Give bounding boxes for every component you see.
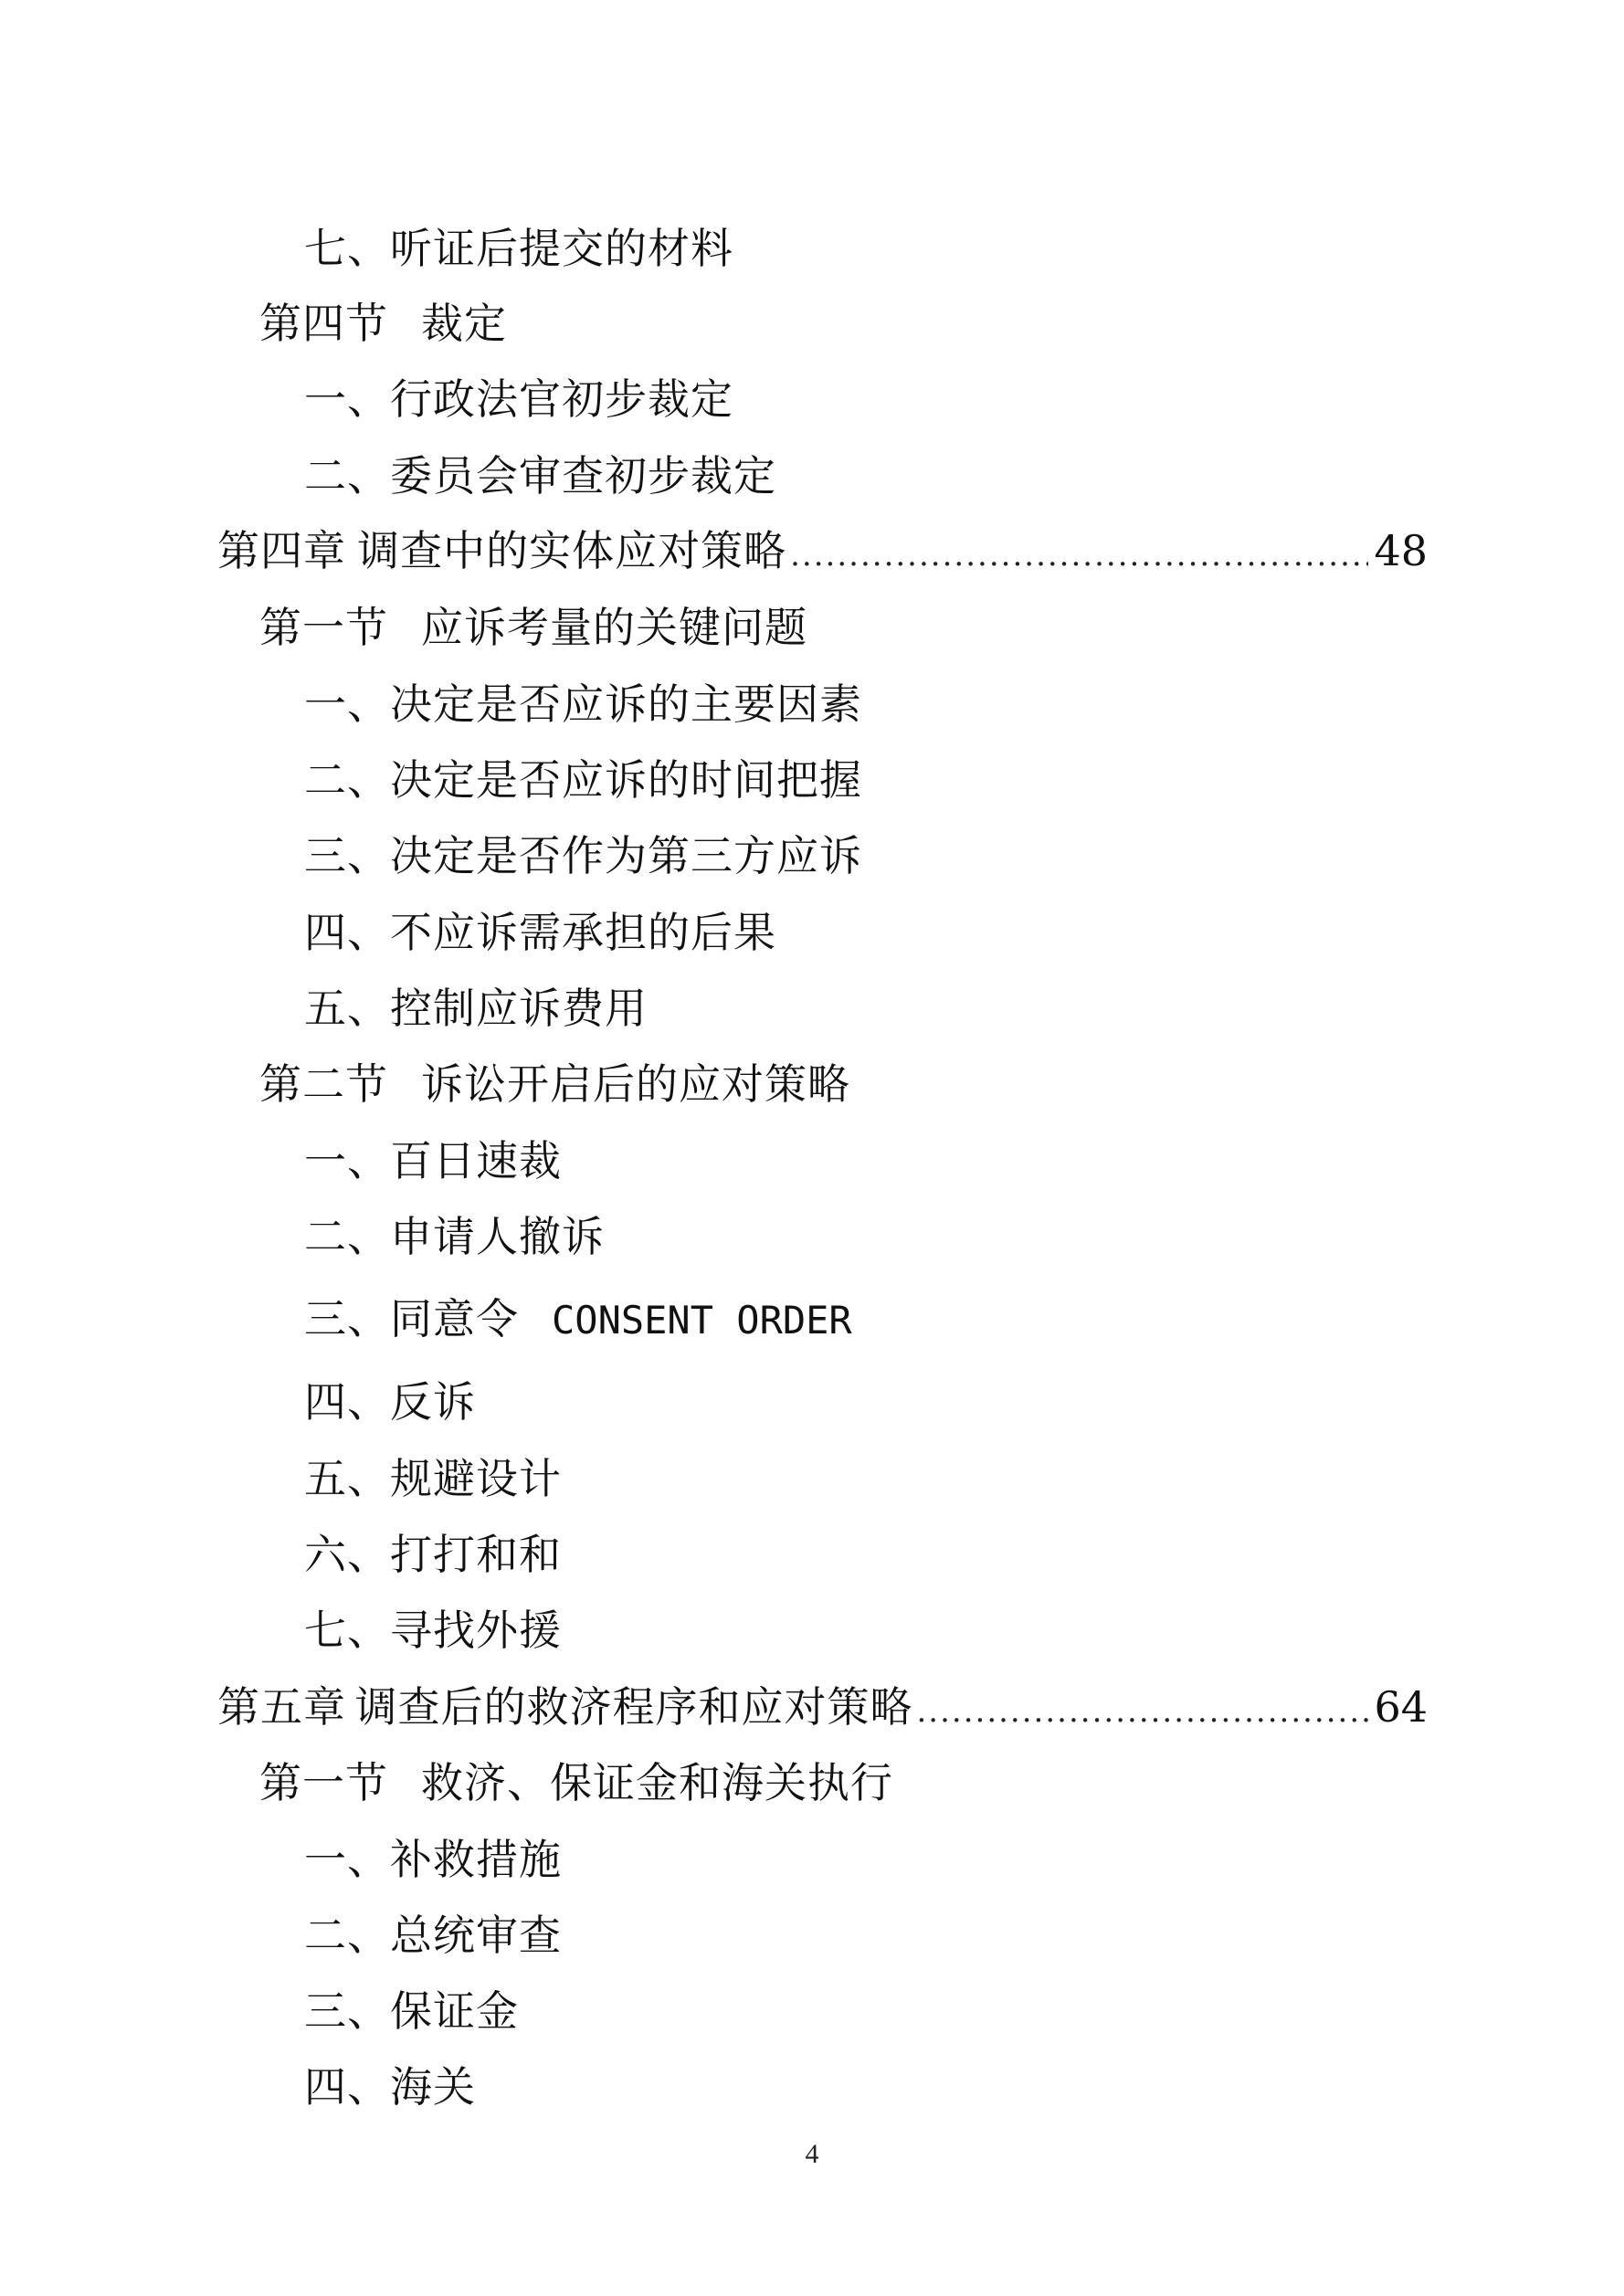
toc-item[interactable] [304,1291,852,1346]
item-latin-text: CONSENT ORDER [552,1298,852,1343]
toc-item[interactable]: 四、不应诉需承担的后果 [304,908,776,957]
toc-chapter[interactable] [217,1680,1428,1734]
toc-item[interactable]: 一、行政法官初步裁定 [304,374,733,424]
chapter-number: 第五章 [217,1682,346,1732]
chapter-page-number: 48 [1374,526,1428,575]
toc-item[interactable]: 一、百日速裁 [304,1136,562,1185]
toc-item[interactable]: 七、听证后提交的材料 [304,224,733,273]
toc-item[interactable]: 一、决定是否应诉的主要因素 [304,679,862,729]
toc-item[interactable]: 七、寻找外援 [304,1606,562,1655]
toc-section[interactable] [259,600,807,655]
item-prefix: 三、同意令 [304,1294,519,1343]
chapter-title: 调查后的救济程序和应对策略 [354,1682,913,1732]
toc-item[interactable]: 三、决定是否作为第三方应诉 [304,831,862,880]
section-title: 救济、保证金和海关执行 [421,1758,893,1807]
toc-item[interactable]: 五、控制应诉费用 [304,984,648,1033]
dot-leader [916,1684,1368,1739]
toc-item[interactable]: 三、保证金 [304,1986,519,2036]
section-title: 应诉考量的关键问题 [421,603,807,652]
toc-section[interactable] [259,1755,893,1810]
toc-item[interactable]: 二、决定是否应诉的时间把握 [304,755,862,805]
chapter-number: 第四章 [217,526,346,575]
toc-item[interactable]: 六、打打和和 [304,1530,562,1579]
section-title: 裁定 [421,299,507,348]
toc-item[interactable]: 五、规避设计 [304,1454,562,1503]
toc-chapter[interactable] [217,523,1428,578]
section-number: 第二节 [259,1059,388,1109]
toc-item[interactable]: 二、委员会审查初步裁定 [304,451,776,500]
toc-item[interactable]: 二、总统审查 [304,1911,562,1960]
section-number: 第四节 [259,299,388,348]
section-number: 第一节 [259,1758,388,1807]
chapter-page-number: 64 [1374,1682,1428,1732]
toc-item[interactable]: 一、补救措施 [304,1835,562,1884]
page-number: 4 [805,2139,819,2169]
toc-item[interactable]: 二、申请人撤诉 [304,1212,605,1261]
section-number: 第一节 [259,603,388,652]
chapter-title: 调查中的实体应对策略 [357,526,787,575]
dot-leader [790,528,1368,583]
toc-section[interactable] [259,1057,850,1111]
toc-item[interactable]: 四、海关 [304,2062,476,2112]
toc-item[interactable]: 四、反诉 [304,1377,476,1427]
toc-section[interactable] [259,296,507,351]
section-title: 诉讼开启后的应对策略 [421,1059,850,1109]
